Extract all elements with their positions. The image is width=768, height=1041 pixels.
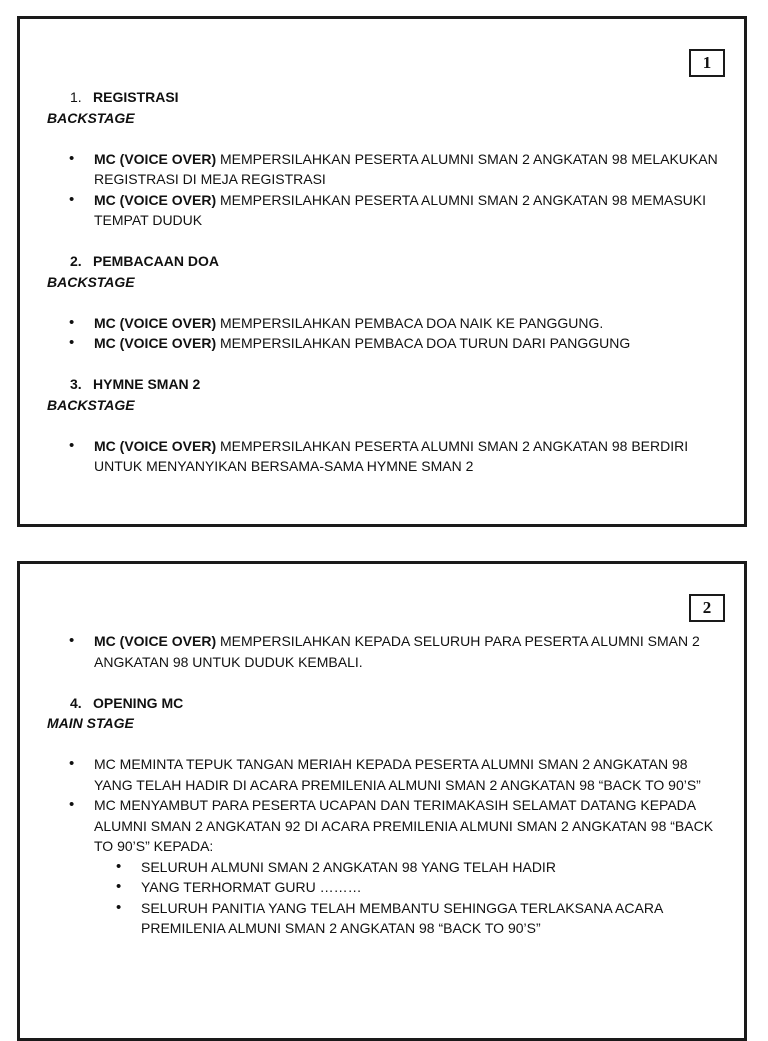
section-number: 1.	[70, 89, 82, 105]
section-heading	[70, 693, 722, 714]
sub-list-item: • SELURUH ALMUNI SMAN 2 ANGKATAN 98 YANG TELAH HADIR	[47, 857, 722, 878]
list-item	[47, 190, 722, 231]
page-card-2	[17, 561, 747, 1041]
item-text: MEMPERSILAHKAN PESERTA ALUMNI SMAN 2 ANGKATAN 98 BERDIRI UNTUK MENYANYIKAN BERSAMA-SAMA HYMNE SMAN 2	[94, 437, 689, 474]
page-card-1	[17, 16, 747, 527]
section-number: 3.	[70, 376, 82, 392]
section-title: HYMNE SMAN 2	[93, 376, 201, 392]
bullet-list	[47, 436, 722, 477]
list-item	[47, 436, 722, 477]
section-heading	[70, 87, 722, 108]
sub-bullet-list	[47, 857, 722, 939]
section-heading	[70, 374, 722, 395]
stage-label: BACKSTAGE	[47, 396, 135, 413]
item-text: MEMPERSILAHKAN KEPADA SELURUH PARA PESERTA ALUMNI SMAN 2 ANGKATAN 98 UNTUK DUDUK KEMBALI.	[94, 633, 700, 670]
stage-label: BACKSTAGE	[47, 273, 135, 290]
sub-list-item: • YANG TERHORMAT GURU ………	[47, 877, 722, 898]
page-number-box: 1	[689, 49, 725, 77]
list-item	[47, 313, 722, 334]
speaker-label: MC (VOICE OVER)	[94, 335, 217, 351]
bullet-list	[47, 754, 722, 939]
section-number: 4.	[70, 694, 82, 711]
list-item	[47, 333, 722, 354]
bullet-list	[47, 631, 722, 672]
list-item	[47, 795, 722, 939]
page-1-content	[47, 87, 722, 477]
item-text: MEMPERSILAHKAN PEMBACA DOA NAIK KE PANGGUNG.	[216, 314, 604, 331]
section-number: 2.	[70, 253, 82, 269]
speaker-label: MC (VOICE OVER)	[94, 633, 217, 649]
section-title: REGISTRASI	[93, 89, 179, 105]
section-title: PEMBACAAN DOA	[93, 253, 219, 269]
bullet-list	[47, 149, 722, 231]
item-text: MEMPERSILAHKAN PEMBACA DOA TURUN DARI PANGGUNG	[216, 335, 631, 351]
stage-label: MAIN STAGE	[47, 715, 134, 731]
list-item	[47, 631, 722, 672]
speaker-label: MC (VOICE OVER)	[94, 437, 217, 454]
page-number-box: 2	[689, 594, 725, 622]
page-2-content	[47, 631, 722, 939]
bullet-list	[47, 313, 722, 354]
item-text: MEMPERSILAHKAN PESERTA ALUMNI SMAN 2 ANGKATAN 98 MEMASUKI TEMPAT DUDUK	[94, 191, 706, 228]
item-text: MC MENYAMBUT PARA PESERTA UCAPAN DAN TERIMAKASIH SELAMAT DATANG KEPADA ALUMNI SMAN 2 ANGKATAN 92 DI ACARA PREMILENIA ALMUNI SMAN 2 ANGKATAN 98 “BACK TO 90’S” KEPADA:	[94, 797, 714, 854]
speaker-label: MC (VOICE OVER)	[94, 150, 217, 167]
list-item	[47, 149, 722, 190]
section-heading	[70, 251, 722, 272]
item-text: MEMPERSILAHKAN PESERTA ALUMNI SMAN 2 ANGKATAN 98 MELAKUKAN REGISTRASI DI MEJA REGISTRASI	[94, 150, 718, 187]
speaker-label: MC (VOICE OVER)	[94, 191, 217, 208]
stage-label: BACKSTAGE	[47, 109, 135, 126]
speaker-label: MC (VOICE OVER)	[94, 314, 217, 331]
section-title: OPENING MC	[93, 694, 184, 711]
sub-list-item: • SELURUH PANITIA YANG TELAH MEMBANTU SEHINGGA TERLAKSANA ACARA PREMILENIA ALMUNI SMAN 2 ANGKATAN 98 “BACK TO 90’S”	[47, 898, 722, 939]
list-item: • MC MEMINTA TEPUK TANGAN MERIAH KEPADA PESERTA ALUMNI SMAN 2 ANGKATAN 98 YANG TELAH HADIR DI ACARA PREMILENIA ALMUNI SMAN 2 ANGKATAN 98 “BACK TO 90’S”	[47, 754, 722, 795]
